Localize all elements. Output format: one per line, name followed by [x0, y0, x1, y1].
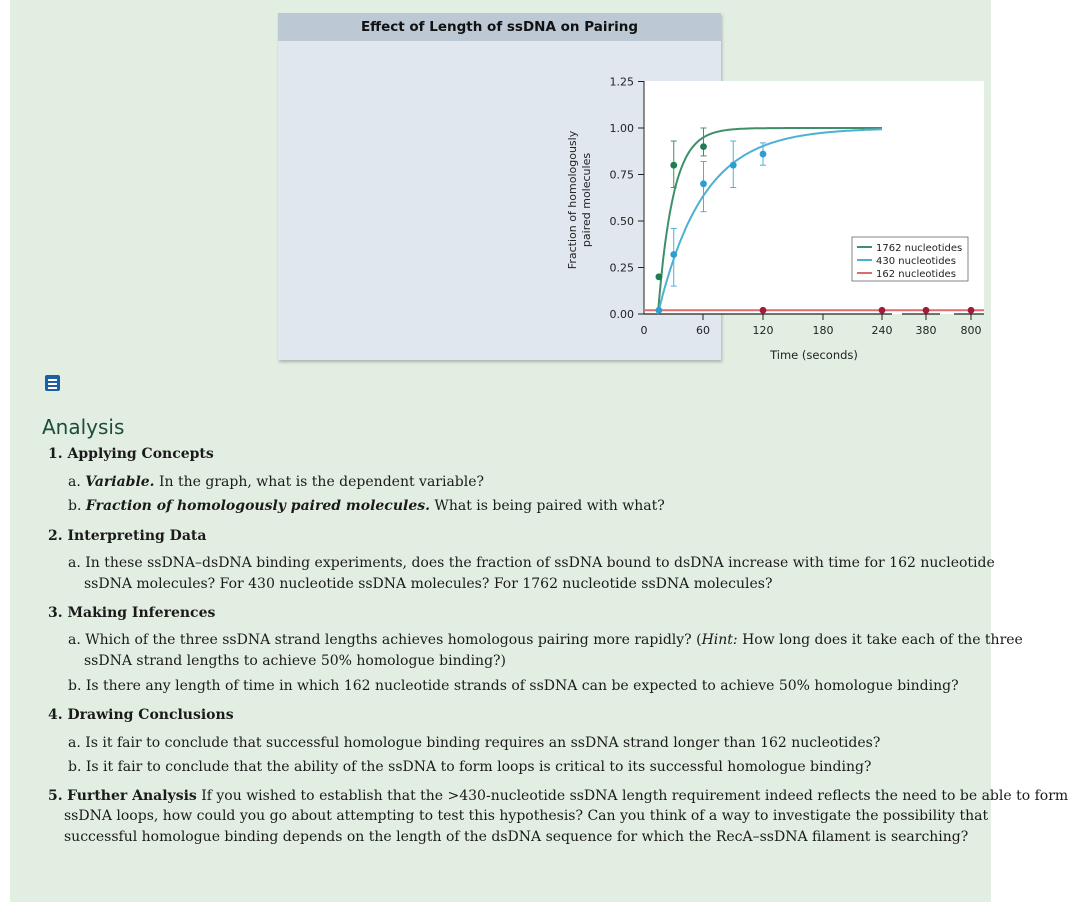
x-tick-label: 60: [696, 324, 710, 337]
legend-label: 1762 nucleotides: [876, 243, 963, 254]
q2-a-line1: a. In these ssDNA–dsDNA binding experiments, does the fraction of ssDNA bound to dsDNA increase with time for 162 nucleotide: [68, 555, 995, 571]
y-axis-label-1: Fraction of homologously: [566, 130, 579, 270]
y-axis-label-2: paired molecules: [580, 152, 593, 248]
legend-label: 162 nucleotides: [876, 269, 956, 280]
q1-b-term: Fraction of homologously paired molecules.: [85, 498, 430, 514]
point-1762: [670, 162, 677, 169]
point-430: [670, 251, 677, 258]
point-1762: [655, 273, 662, 280]
q1-a-term: Variable.: [85, 474, 155, 490]
q1-b-text: What is being paired with what?: [429, 498, 665, 514]
point-430: [730, 162, 737, 169]
x-tick-label: 0: [640, 324, 648, 337]
q4-title-line: [48, 705, 234, 725]
q2-a-line2: ssDNA molecules? For 430 nucleotide ssDNA molecules? For 1762 nucleotide ssDNA molecules?: [84, 576, 773, 592]
y-tick-label: 0.50: [609, 215, 634, 228]
q2-title-line: [48, 526, 206, 546]
q4-number: 4.: [48, 707, 63, 723]
x-tick-label: 380: [915, 324, 937, 337]
q3-a-text-end: How long does it take each of the three: [737, 632, 1023, 648]
point-162: [968, 307, 975, 314]
pairing-chart: [278, 13, 982, 362]
point-162: [879, 307, 886, 314]
q5-line3: successful homologue binding depends on the length of the dsDNA sequence for which the RecA–ssDNA filament is searching?: [64, 829, 969, 845]
notes-icon[interactable]: [45, 375, 60, 391]
analysis-heading: Analysis: [42, 415, 125, 439]
point-430: [655, 307, 662, 314]
point-1762: [700, 143, 707, 150]
y-tick-label: 0.25: [609, 261, 634, 275]
q5-title: Further Analysis: [67, 788, 197, 804]
q5-text-1: If you wished to establish that the >430-nucleotide ssDNA length requirement indeed reflects the need to be able to form: [196, 788, 1068, 804]
x-tick-label: 240: [871, 324, 893, 337]
x-tick-label: 800: [960, 324, 982, 337]
q5-line2: ssDNA loops, how could you go about attempting to test this hypothesis? Can you think of a way to investigate the possibility that: [64, 808, 989, 824]
q3-a-line2: ssDNA strand lengths to achieve 50% homologue binding?): [84, 653, 506, 669]
q1-b: [68, 496, 665, 516]
q3-hint: Hint:: [701, 632, 738, 648]
y-tick-label: 0.00: [609, 308, 634, 321]
q4-a: a. Is it fair to conclude that successful homologue binding requires an ssDNA strand longer than 162 nucleotides?: [68, 735, 881, 751]
q4-title: Drawing Conclusions: [67, 707, 234, 723]
figure-card: [278, 13, 982, 362]
y-tick-label: 0.75: [609, 168, 634, 182]
q1-number: 1.: [48, 446, 63, 462]
y-tick-label: 1.00: [609, 122, 634, 135]
q3-a-line1: [68, 630, 1023, 650]
q3-a-text: a. Which of the three ssDNA strand lengths achieves homologous pairing more rapidly? (: [68, 632, 702, 648]
q3-number: 3.: [48, 605, 63, 621]
q1-a-prefix: a.: [68, 474, 86, 490]
point-162: [760, 307, 767, 314]
x-axis-label: Time (seconds): [770, 348, 858, 362]
q4-b: b. Is it fair to conclude that the ability of the ssDNA to form loops is critical to its successful homologue binding?: [68, 759, 872, 775]
q1-a-text: In the graph, what is the dependent variable?: [154, 474, 485, 490]
point-430: [700, 180, 707, 187]
q1-b-prefix: b.: [68, 498, 86, 514]
q3-b: b. Is there any length of time in which 162 nucleotide strands of ssDNA can be expected to achieve 50% homologue binding?: [68, 678, 959, 694]
point-430: [760, 151, 767, 158]
q5-line1: [48, 786, 1068, 806]
figure-title: Effect of Length of ssDNA on Pairing: [360, 19, 639, 35]
q2-number: 2.: [48, 528, 63, 544]
q1-a: [68, 472, 484, 492]
q1-title: Applying Concepts: [67, 446, 214, 462]
q3-title-line: [48, 603, 215, 623]
x-tick-label: 180: [812, 324, 834, 337]
q5-number: 5.: [48, 788, 63, 804]
q3-title: Making Inferences: [67, 605, 216, 621]
q1-title-line: [48, 444, 214, 464]
q2-title: Interpreting Data: [67, 528, 207, 544]
x-tick-label: 120: [752, 324, 774, 337]
y-tick-label: 1.25: [609, 75, 634, 89]
legend-label: 430 nucleotides: [876, 256, 956, 267]
point-162: [923, 307, 930, 314]
